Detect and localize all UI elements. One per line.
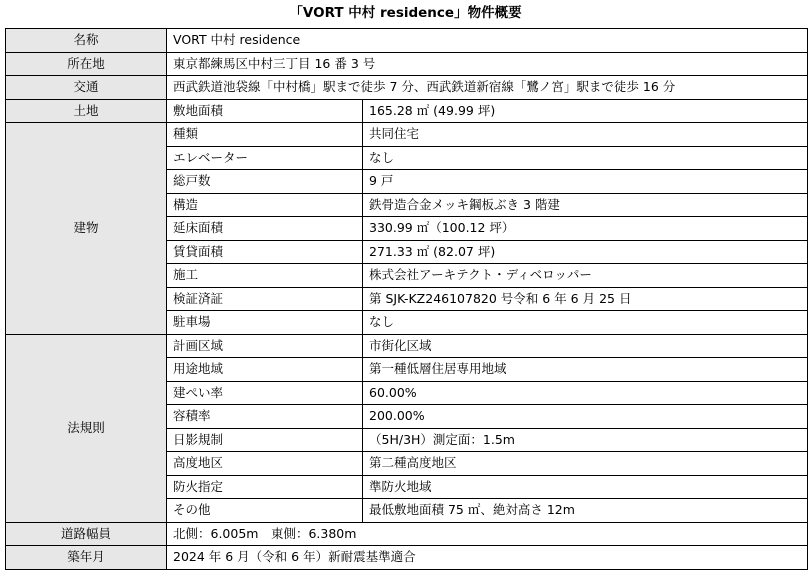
table-row-name bbox=[6, 29, 808, 53]
row-sublabel-structure: 構造 bbox=[167, 193, 363, 217]
row-label-address: 所在地 bbox=[6, 52, 167, 76]
row-value-road-width: 北側：6.005m 東側：6.380m bbox=[167, 522, 808, 546]
property-summary-table bbox=[5, 28, 808, 570]
row-value-site-area: 165.28 ㎡ (49.99 坪) bbox=[363, 99, 808, 123]
row-value-elevator: なし bbox=[363, 146, 808, 170]
row-sublabel-units: 総戸数 bbox=[167, 170, 363, 194]
row-label-road-width: 道路幅員 bbox=[6, 522, 167, 546]
row-sublabel-floor-area-ratio: 容積率 bbox=[167, 405, 363, 429]
row-sublabel-elevator: エレベーター bbox=[167, 146, 363, 170]
row-label-regulations: 法規則 bbox=[6, 334, 167, 522]
row-label-land: 土地 bbox=[6, 99, 167, 123]
row-value-rental-area: 271.33 ㎡ (82.07 坪) bbox=[363, 240, 808, 264]
row-sublabel-inspection: 検証済証 bbox=[167, 287, 363, 311]
row-sublabel-type: 種類 bbox=[167, 123, 363, 147]
row-value-shadow-regulation: （5H/3H）測定面：1.5m bbox=[363, 428, 808, 452]
row-value-planning-area: 市街化区域 bbox=[363, 334, 808, 358]
row-value-floor-area-ratio: 200.00% bbox=[363, 405, 808, 429]
row-value-coverage-ratio: 60.00% bbox=[363, 381, 808, 405]
row-sublabel-floor-area: 延床面積 bbox=[167, 217, 363, 241]
row-sublabel-shadow-regulation: 日影規制 bbox=[167, 428, 363, 452]
row-value-type: 共同住宅 bbox=[363, 123, 808, 147]
row-value-zoning: 第一種低層住居専用地域 bbox=[363, 358, 808, 382]
table-row-land bbox=[6, 99, 808, 123]
row-value-other: 最低敷地面積 75 ㎡、絶対高さ 12m bbox=[363, 499, 808, 523]
row-value-contractor: 株式会社アーキテクト・ディベロッパー bbox=[363, 264, 808, 288]
row-value-built-date: 2024 年 6 月（令和 6 年）新耐震基準適合 bbox=[167, 546, 808, 570]
row-sublabel-parking: 駐車場 bbox=[167, 311, 363, 335]
row-sublabel-zoning: 用途地域 bbox=[167, 358, 363, 382]
row-sublabel-coverage-ratio: 建ぺい率 bbox=[167, 381, 363, 405]
row-label-built-date: 築年月 bbox=[6, 546, 167, 570]
table-row-access bbox=[6, 76, 808, 100]
row-label-name: 名称 bbox=[6, 29, 167, 53]
row-label-building: 建物 bbox=[6, 123, 167, 335]
row-sublabel-rental-area: 賃貸面積 bbox=[167, 240, 363, 264]
row-sublabel-site-area: 敷地面積 bbox=[167, 99, 363, 123]
row-sublabel-contractor: 施工 bbox=[167, 264, 363, 288]
row-value-height-district: 第二種高度地区 bbox=[363, 452, 808, 476]
row-sublabel-planning-area: 計画区域 bbox=[167, 334, 363, 358]
row-value-access: 西武鉄道池袋線「中村橋」駅まで徒歩 7 分、西武鉄道新宿線「鷺ノ宮」駅まで徒歩 16 分 bbox=[167, 76, 808, 100]
row-value-floor-area: 330.99 ㎡（100.12 坪） bbox=[363, 217, 808, 241]
row-sublabel-height-district: 高度地区 bbox=[167, 452, 363, 476]
row-value-address: 東京都練馬区中村三丁目 16 番 3 号 bbox=[167, 52, 808, 76]
table-row-regulations bbox=[6, 334, 808, 358]
table-row-address bbox=[6, 52, 808, 76]
row-value-fire-zone: 準防火地域 bbox=[363, 475, 808, 499]
row-value-structure: 鉄骨造合金メッキ鋼板ぶき 3 階建 bbox=[363, 193, 808, 217]
table-row-built-date bbox=[6, 546, 808, 570]
row-value-parking: なし bbox=[363, 311, 808, 335]
row-label-access: 交通 bbox=[6, 76, 167, 100]
row-sublabel-fire-zone: 防火指定 bbox=[167, 475, 363, 499]
row-sublabel-other: その他 bbox=[167, 499, 363, 523]
table-row-road-width bbox=[6, 522, 808, 546]
table-row-building bbox=[6, 123, 808, 147]
document-title: 「VORT 中村 residence」物件概要 bbox=[289, 5, 522, 21]
row-value-name: VORT 中村 residence bbox=[167, 29, 808, 53]
row-value-inspection: 第 SJK-KZ246107820 号令和 6 年 6 月 25 日 bbox=[363, 287, 808, 311]
row-value-units: 9 戸 bbox=[363, 170, 808, 194]
